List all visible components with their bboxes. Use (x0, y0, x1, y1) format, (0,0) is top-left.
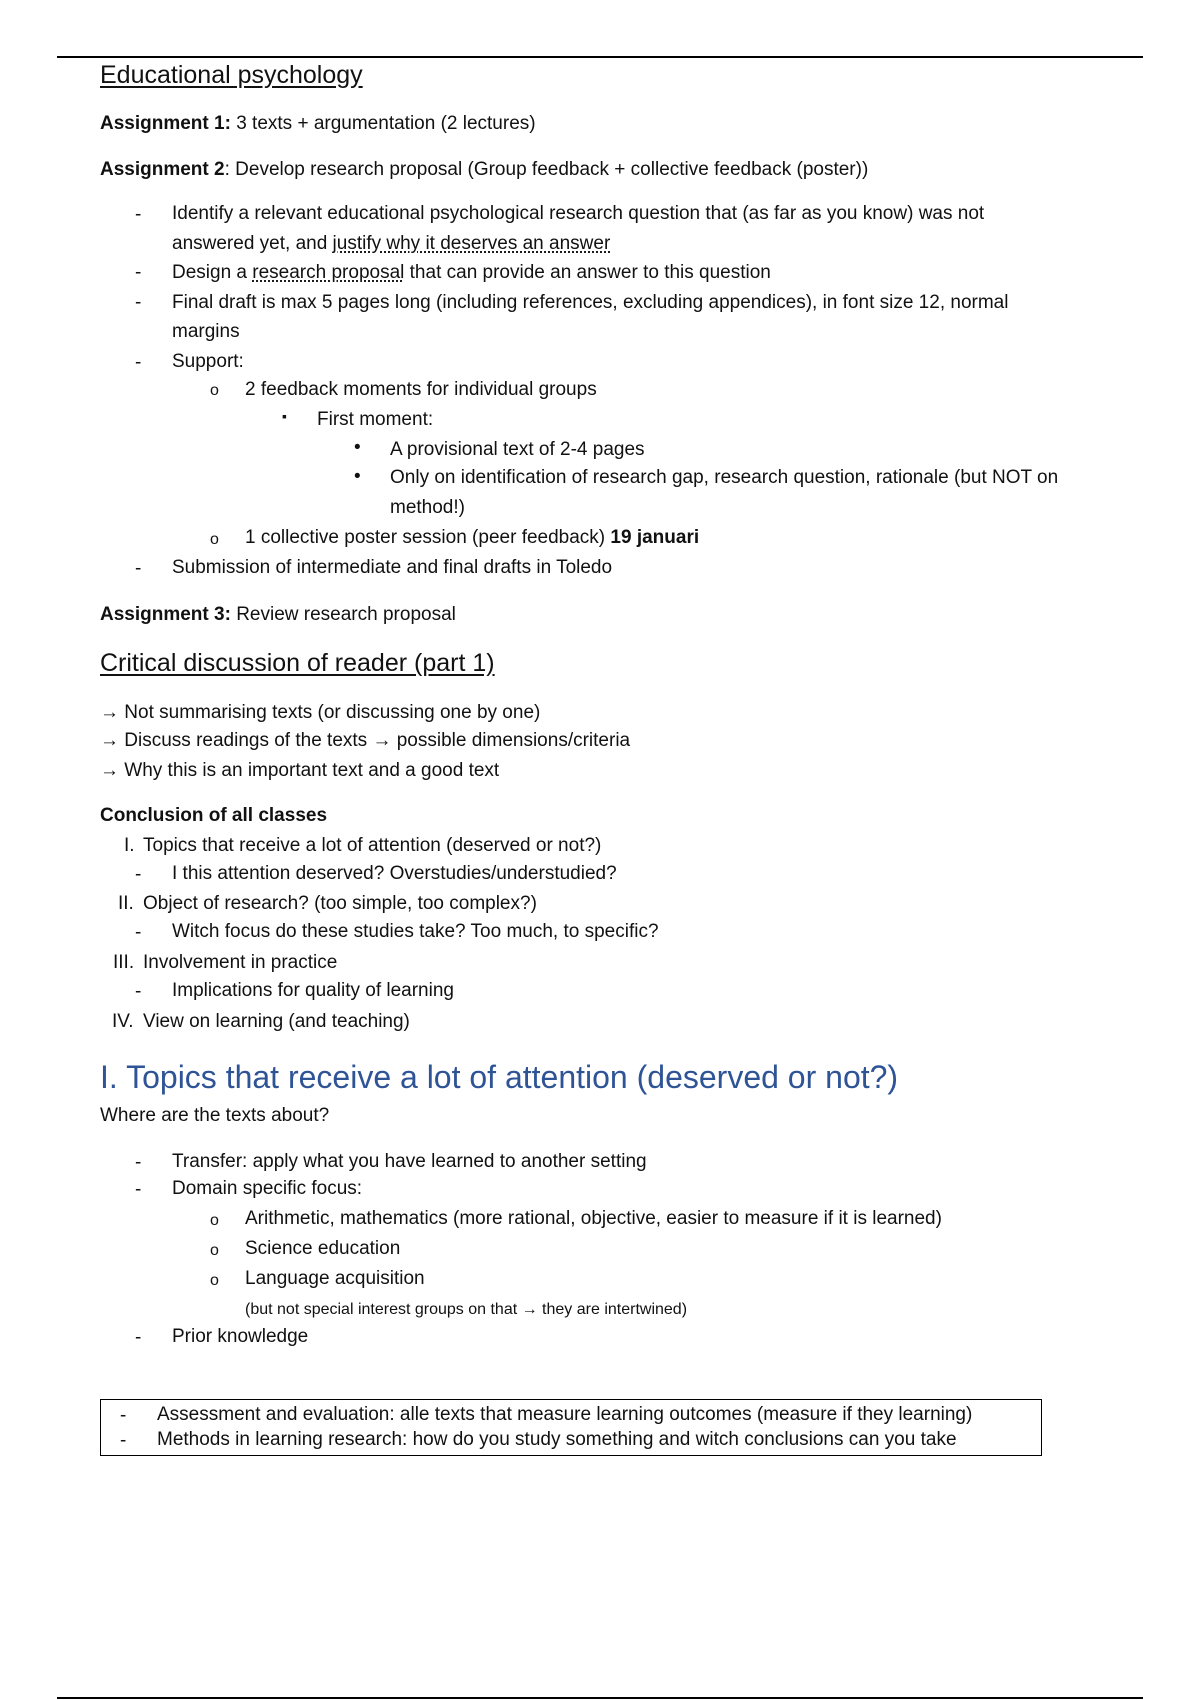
assignment-1-label: Assignment 1: (100, 113, 231, 134)
first-moment: First moment: (317, 409, 434, 430)
conclusion-sub-3: Implications for quality of learning (172, 980, 454, 1001)
conclusion-item-3: Involvement in practice (143, 952, 338, 973)
critical-heading: Critical discussion of reader (part 1) (100, 649, 495, 677)
assignment-2-label: Assignment 2 (100, 159, 225, 180)
topics-transfer: Transfer: apply what you have learned to another setting (172, 1151, 647, 1172)
top-rule (57, 56, 1143, 58)
dash-marker: - (135, 262, 142, 283)
a2-item-1-line-2 (172, 234, 610, 255)
circle-marker: o (210, 531, 219, 548)
dash-marker: - (135, 1152, 142, 1173)
dash-marker: - (135, 1327, 142, 1348)
page-title: Educational psychology (100, 61, 363, 89)
conclusion-heading: Conclusion of all classes (100, 805, 328, 826)
justify-link[interactable]: justify why it deserves an answer (332, 233, 611, 254)
circle-marker: o (210, 1212, 219, 1229)
support-item-2-text: 1 collective poster session (peer feedback) (245, 527, 611, 548)
conclusion-item-4: View on learning (and teaching) (143, 1011, 410, 1032)
bullet-marker: • (354, 437, 361, 458)
bottom-rule (57, 1697, 1143, 1699)
a2-item-4: Support: (172, 351, 244, 372)
assignment-3 (100, 605, 456, 626)
critical-line-3: → Why this is an important text and a good text (100, 760, 500, 781)
conclusion-item-2: Object of research? (too simple, too complex?) (143, 893, 537, 914)
assignment-2-text: : Develop research proposal (Group feedback + collective feedback (poster)) (224, 159, 869, 180)
conclusion-sub-1: I this attention deserved? Overstudies/understudied? (172, 863, 617, 884)
dash-marker: - (135, 922, 142, 943)
assignment-2 (100, 160, 868, 181)
first-moment-bullet-2-line-2: method!) (390, 497, 465, 518)
critical-line-1: → Not summarising texts (or discussing one by one) (100, 702, 541, 723)
a2-item-2-pre: Design a (172, 262, 253, 283)
conclusion-num-3: III. (113, 952, 135, 973)
conclusion-num-4: IV. (112, 1011, 134, 1032)
box-line-1: Assessment and evaluation: alle texts that measure learning outcomes (measure if they learning) (157, 1404, 973, 1425)
assignment-1-text: 3 texts + argumentation (2 lectures) (230, 113, 536, 134)
circle-marker: o (210, 382, 219, 399)
topics-heading: I. Topics that receive a lot of attention (deserved or not?) (100, 1059, 899, 1095)
research-proposal-link[interactable]: research proposal (252, 262, 405, 283)
dash-marker: - (120, 1430, 127, 1451)
support-item-2 (245, 528, 699, 549)
dash-marker: - (135, 204, 142, 225)
domain-item-1: Arithmetic, mathematics (more rational, objective, easier to measure if it is learned) (245, 1208, 942, 1229)
a2-item-3-line-1: Final draft is max 5 pages long (including references, excluding appendices), in font size 12, normal (172, 292, 1009, 313)
circle-marker: o (210, 1272, 219, 1289)
topics-domain: Domain specific focus: (172, 1178, 363, 1199)
critical-line-2: → Discuss readings of the texts → possible dimensions/criteria (100, 730, 631, 751)
domain-item-3: Language acquisition (245, 1268, 425, 1289)
dash-marker: - (135, 292, 142, 313)
first-moment-bullet-1: A provisional text of 2-4 pages (390, 439, 645, 460)
a2-item-2-post: that can provide an answer to this question (404, 262, 771, 283)
dash-marker: - (135, 864, 142, 885)
dash-marker: - (135, 981, 142, 1002)
assignment-1 (100, 114, 536, 135)
box-line-2: Methods in learning research: how do you study something and witch conclusions can you take (157, 1429, 957, 1450)
support-item-2-date: 19 januari (610, 527, 700, 548)
conclusion-num-2: II. (118, 893, 134, 914)
topics-prior: Prior knowledge (172, 1326, 309, 1347)
conclusion-item-1: Topics that receive a lot of attention (deserved or not?) (143, 835, 602, 856)
support-item-1: 2 feedback moments for individual groups (245, 379, 597, 400)
a2-item-3-line-2: margins (172, 321, 240, 342)
dash-marker: - (135, 558, 142, 579)
a2-item-2 (172, 263, 771, 284)
domain-item-2: Science education (245, 1238, 401, 1259)
bullet-marker: • (354, 466, 361, 487)
dash-marker: - (120, 1405, 127, 1426)
a2-item-1-line-1: Identify a relevant educational psychological research question that (as far as you know) was not (172, 203, 985, 224)
dash-marker: - (135, 1179, 142, 1200)
topics-note: (but not special interest groups on that → they are intertwined) (245, 1301, 688, 1318)
conclusion-sub-2: Witch focus do these studies take? Too much, to specific? (172, 921, 659, 942)
circle-marker: o (210, 1242, 219, 1259)
assignment-3-text: Review research proposal (230, 604, 456, 625)
a2-item-5: Submission of intermediate and final drafts in Toledo (172, 557, 613, 578)
a2-item-1-line-2-text: answered yet, and (172, 233, 333, 254)
assignment-3-label: Assignment 3: (100, 604, 231, 625)
square-marker: ▪ (282, 408, 287, 424)
first-moment-bullet-2-line-1: Only on identification of research gap, research question, rationale (but NOT on (390, 467, 1059, 488)
topics-intro: Where are the texts about? (100, 1105, 330, 1126)
conclusion-num-1: I. (124, 835, 135, 856)
dash-marker: - (135, 352, 142, 373)
